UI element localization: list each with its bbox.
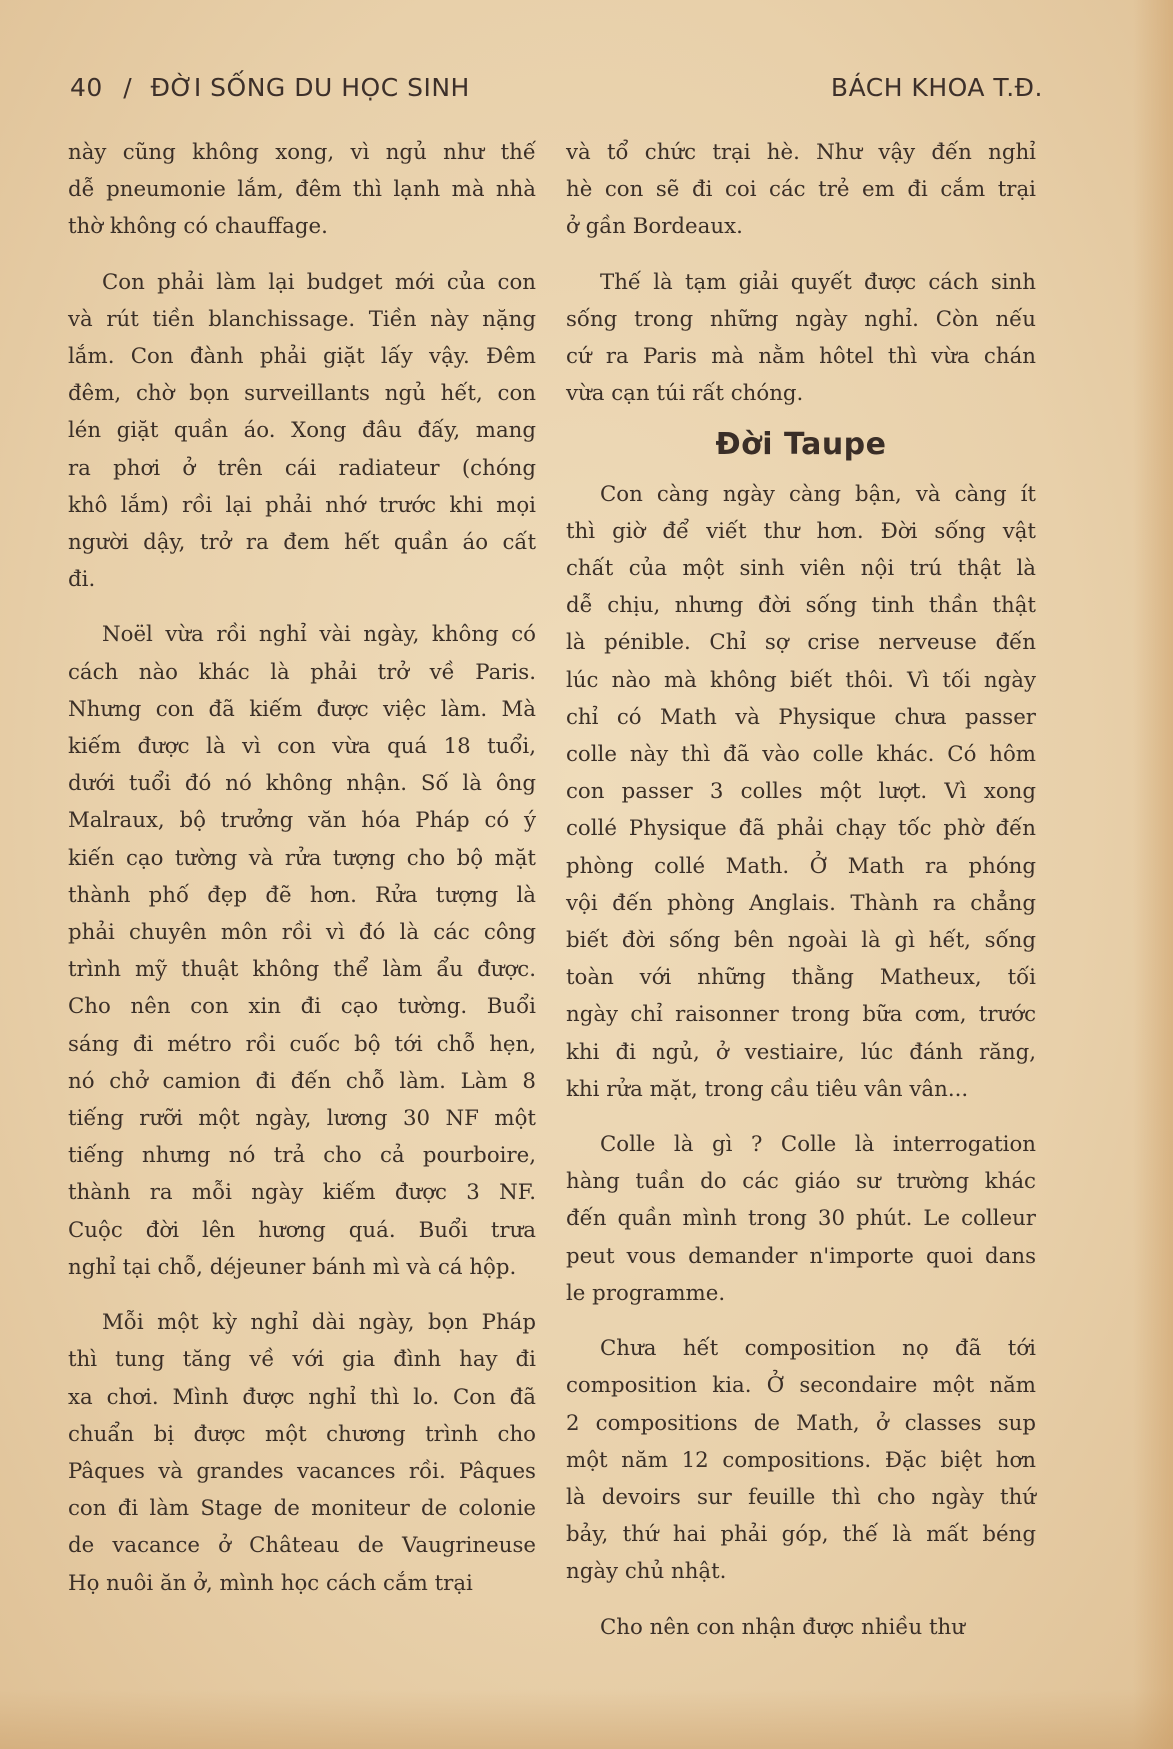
- text-line: Họ nuôi ăn ở, mình học cách cắm trại: [68, 1570, 473, 1596]
- text-line: xa chơi. Mình được nghỉ thì lo. Con đã: [68, 1384, 536, 1410]
- text-line: và tổ chức trại hè. Như vậy đến nghỉ: [566, 140, 1036, 165]
- text-line: Con càng ngày càng bận, và càng ít: [600, 481, 1036, 507]
- text-line: de vacance ở Château de Vaugrineuse: [68, 1533, 536, 1559]
- text-line: ra phơi ở trên cái radiateur (chóng: [68, 455, 536, 481]
- text-line: peut vous demander n'importe quoi dans: [566, 1243, 1036, 1269]
- paragraph: [566, 264, 1036, 413]
- text-line: chất của một sinh viên nội trú thật là: [566, 556, 1036, 582]
- text-line: chuẩn bị được một chương trình cho: [68, 1421, 536, 1447]
- text-line: dễ pneumonie lắm, đêm thì lạnh mà nhà: [68, 177, 536, 203]
- header-left: [70, 73, 470, 102]
- text-line: collé Physique đã phải chạy tốc phờ đến: [566, 816, 1036, 842]
- text-line: Noël vừa rồi nghỉ vài ngày, không có: [102, 622, 536, 648]
- text-line: thành ra mỗi ngày kiếm được 3 NF.: [68, 1180, 536, 1206]
- publication-name: BÁCH KHOA T.Đ.: [830, 72, 1043, 102]
- text-line: tiếng nhưng nó trả cho cả pourboire,: [68, 1143, 536, 1169]
- text-line: ngày chủ nhật.: [566, 1559, 727, 1585]
- text-line: là devoirs sur feuille thì cho ngày thứ: [566, 1484, 1036, 1510]
- text-line: biết đời sống bên ngoài là gì hết, sống: [566, 928, 1036, 954]
- text-line: bảy, thứ hai phải góp, thế là mất béng: [566, 1522, 1036, 1548]
- text-line: Cho nên con xin đi cạo tường. Buổi: [68, 994, 536, 1020]
- text-line: thành phố đẹp đẽ hơn. Rửa tượng là: [68, 882, 536, 908]
- text-line: composition kia. Ở secondaire một năm: [566, 1373, 1036, 1399]
- text-line: kiếm được là vì con vừa quá 18 tuổi,: [68, 734, 536, 760]
- paragraph: [566, 1609, 1036, 1646]
- text-line: kiến cạo tường và rửa tượng cho bộ mặt: [68, 845, 536, 871]
- paragraph: [68, 134, 536, 246]
- text-line: hè con sẽ đi coi các trẻ em đi cắm trại: [566, 177, 1036, 203]
- text-line: và rút tiền blanchissage. Tiền này nặng: [68, 306, 536, 332]
- page-edge-shadow-bottom: [0, 1689, 1173, 1749]
- text-line: thờ không có chauffage.: [68, 214, 328, 240]
- paragraph: [566, 1330, 1036, 1590]
- text-line: trình mỹ thuật không thể làm ẩu được.: [68, 957, 536, 983]
- text-line: Cuộc đời lên hương quá. Buổi trưa: [68, 1217, 536, 1243]
- text-line: dưới tuổi đó nó không nhận. Số là ông: [68, 771, 536, 797]
- text-line: hàng tuần do các giáo sư trường khác: [566, 1169, 1036, 1195]
- text-line: chỉ có Math và Physique chưa passer: [566, 704, 1036, 730]
- paragraph: [68, 616, 536, 1286]
- left-column: [68, 134, 536, 1602]
- right-column: [566, 134, 1036, 1646]
- paragraph: [566, 476, 1036, 1108]
- paragraph: [566, 1126, 1036, 1312]
- page-edge-shadow-right: [1133, 0, 1173, 1749]
- text-line: Nhưng con đã kiếm được việc làm. Mà: [68, 696, 536, 722]
- header-separator: /: [123, 72, 133, 102]
- text-line: là pénible. Chỉ sợ crise nerveuse đến: [566, 630, 1036, 656]
- text-line: lắm. Con đành phải giặt lấy vậy. Đêm: [68, 344, 536, 370]
- text-line: tiếng rưỡi một ngày, lương 30 NF một: [68, 1106, 536, 1132]
- text-line: một năm 12 compositions. Đặc biệt hơn: [566, 1447, 1036, 1473]
- text-line: ngày chỉ raisonner trong bữa cơm, trước: [566, 1002, 1036, 1028]
- text-line: lén giặt quần áo. Xong đâu đấy, mang: [68, 418, 536, 444]
- text-line: Thế là tạm giải quyết được cách sinh: [600, 269, 1036, 295]
- running-header: [70, 62, 1043, 112]
- text-line: cách nào khác là phải trở về Paris.: [68, 659, 536, 685]
- text-line: dễ chịu, nhưng đời sống tinh thần thật: [566, 593, 1036, 619]
- text-line: thì giờ để viết thư hơn. Đời sống vật: [566, 518, 1036, 544]
- text-line: phòng collé Math. Ở Math ra phóng: [566, 853, 1036, 879]
- paragraph: [566, 134, 1036, 246]
- text-line: nghỉ tại chỗ, déjeuner bánh mì và cá hộp.: [68, 1254, 517, 1280]
- text-line: sáng đi métro rồi cuốc bộ tới chỗ hẹn,: [68, 1031, 536, 1057]
- text-line: phải chuyên môn rồi vì đó là các công: [68, 920, 536, 946]
- text-line: khô lắm) rồi lại phải nhớ trước khi mọi: [68, 492, 536, 518]
- page-number: 40: [70, 72, 103, 102]
- text-line: vội đến phòng Anglais. Thành ra chẳng: [566, 890, 1036, 916]
- text-line: ở gần Bordeaux.: [566, 214, 743, 240]
- text-line: Colle là gì ? Colle là interrogation: [600, 1132, 1036, 1158]
- text-line: đêm, chờ bọn surveillants ngủ hết, con: [68, 381, 536, 407]
- text-line: thì tung tăng về với gia đình hay đi: [68, 1347, 536, 1373]
- text-line: Pâques và grandes vacances rồi. Pâques: [68, 1458, 536, 1484]
- text-line: nó chở camion đi đến chỗ làm. Làm 8: [68, 1068, 536, 1094]
- text-line: đi.: [68, 567, 96, 593]
- text-line: 2 compositions de Math, ở classes sup: [566, 1410, 1036, 1436]
- text-line: colle này thì đã vào colle khác. Có hôm: [566, 742, 1036, 768]
- text-line: vừa cạn túi rất chóng.: [566, 381, 804, 407]
- section-title: Đời Taupe: [715, 427, 887, 463]
- text-line: đến quần mình trong 30 phút. Le colleur: [566, 1206, 1036, 1232]
- text-line: le programme.: [566, 1280, 726, 1306]
- paragraph: [68, 264, 536, 599]
- text-line: người dậy, trở ra đem hết quần áo cất: [68, 530, 536, 556]
- running-title: ĐỜI SỐNG DU HỌC SINH: [150, 72, 470, 102]
- text-line: con passer 3 colles một lượt. Vì xong: [566, 779, 1036, 805]
- text-line: con đi làm Stage de moniteur de colonie: [68, 1496, 536, 1522]
- text-line: này cũng không xong, vì ngủ như thế: [68, 140, 536, 165]
- text-line: lúc nào mà không biết thôi. Vì tối ngày: [566, 667, 1036, 693]
- text-line: toàn với những thằng Matheux, tối: [566, 965, 1036, 991]
- text-line: khi đi ngủ, ở vestiaire, lúc đánh răng,: [566, 1039, 1036, 1065]
- paragraph: [68, 1304, 536, 1602]
- text-line: khi rửa mặt, trong cầu tiêu vân vân...: [566, 1076, 969, 1102]
- text-line: Malraux, bộ trưởng văn hóa Pháp có ý: [68, 808, 536, 834]
- text-line: Chưa hết composition nọ đã tới: [600, 1336, 1036, 1362]
- text-line: sống trong những ngày nghỉ. Còn nếu: [566, 306, 1036, 332]
- text-line: Con phải làm lại budget mới của con: [102, 269, 536, 295]
- text-line: Cho nên con nhận được nhiều thư: [600, 1614, 965, 1640]
- text-line: cứ ra Paris mà nằm hôtel thì vừa chán: [566, 344, 1036, 370]
- text-line: Mỗi một kỳ nghỉ dài ngày, bọn Pháp: [102, 1310, 536, 1336]
